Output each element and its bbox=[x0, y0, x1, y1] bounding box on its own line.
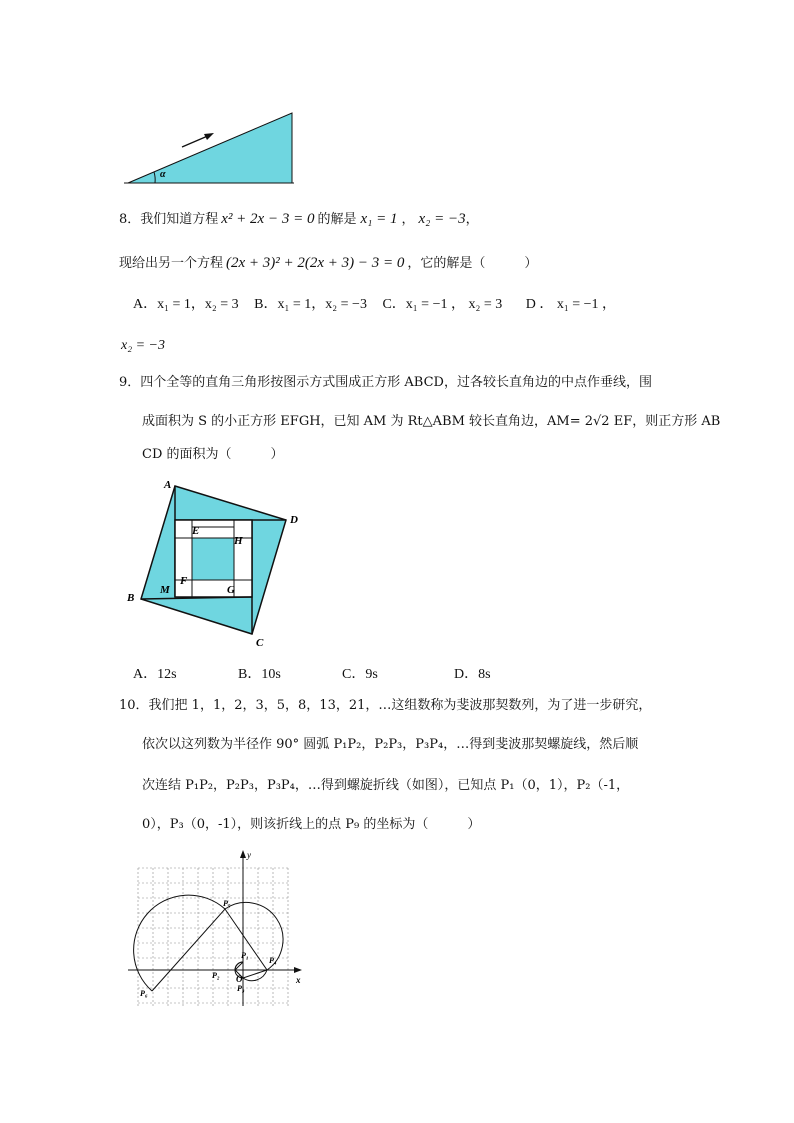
p4-label: P₄ bbox=[269, 956, 277, 965]
p1-label: P₁ bbox=[241, 951, 249, 960]
q8-option-d-cont: x₂ = −3 bbox=[121, 338, 165, 353]
label-e: E bbox=[192, 525, 200, 537]
square-abcd-figure bbox=[120, 472, 310, 657]
p2-label: P₂ bbox=[212, 971, 220, 980]
q10-line4: 0），P₃（0，-1），则该折线上的点 P₉ 的坐标为（ ） bbox=[142, 817, 481, 832]
q10-line1: 10．我们把 1，1，2，3，5，8，13，21，…这组数称为斐波那契数列，为了进一步研究， bbox=[119, 698, 652, 713]
q8-option-d[interactable]: D ． x₁ = −1 ， bbox=[525, 297, 617, 312]
label-m: M bbox=[160, 584, 170, 596]
p5-label: P₅ bbox=[223, 899, 231, 908]
spiral-polyline bbox=[152, 909, 267, 991]
q9-line3: CD 的面积为（ ） bbox=[142, 447, 284, 462]
label-c: C bbox=[256, 637, 264, 649]
label-d: D bbox=[290, 514, 298, 526]
label-g: G bbox=[227, 584, 235, 596]
q9-option-b[interactable]: B．10s bbox=[238, 667, 281, 682]
y-axis-arrow-icon bbox=[240, 850, 246, 858]
incline-triangle bbox=[128, 113, 292, 183]
p3-label: P₃ bbox=[237, 984, 245, 993]
q8-line2: 现给出另一个方程 (2x + 3)² + 2(2x + 3) − 3 = 0 ，它的解是（ ） bbox=[119, 255, 538, 271]
q10-line2: 依次以这列数为半径作 90° 圆弧 P₁P₂，P₂P₃，P₃P₄，…得到斐波那契螺旋线，然后顺 bbox=[142, 737, 639, 752]
q9-option-c[interactable]: C．9s bbox=[342, 667, 378, 682]
p6-label: P₆ bbox=[140, 989, 148, 998]
q9-option-a[interactable]: A．12s bbox=[133, 667, 177, 682]
q8-option-c[interactable]: C．x₁ = −1 ， x₂ = 3 bbox=[382, 297, 503, 312]
q8-option-b[interactable]: B．x₁ = 1，x₂ = −3 bbox=[254, 297, 367, 312]
q10-line3: 次连结 P₁P₂，P₂P₃，P₃P₄，…得到螺旋折线（如图），已知点 P₁（0，1），P₂（-1， bbox=[142, 778, 630, 793]
label-a: A bbox=[164, 479, 172, 491]
label-b: B bbox=[127, 592, 135, 604]
fibonacci-spiral-graph bbox=[122, 848, 312, 1013]
angle-label: α bbox=[160, 169, 166, 180]
q9-option-d[interactable]: D．8s bbox=[454, 667, 491, 682]
direction-arrow-icon bbox=[182, 133, 214, 147]
q9-line1: 9．四个全等的直角三角形按图示方式围成正方形 ABCD，过各较长直角边的中点作垂线，围 bbox=[119, 375, 652, 390]
x-axis-label: x bbox=[296, 975, 301, 985]
y-axis-label: y bbox=[247, 850, 251, 860]
q9-options bbox=[133, 666, 491, 684]
grid bbox=[138, 868, 288, 1006]
q8-options bbox=[133, 296, 616, 314]
origin-label: O bbox=[236, 974, 243, 984]
spiral-arcs bbox=[134, 895, 283, 991]
incline-figure bbox=[120, 105, 300, 190]
x-axis-arrow-icon bbox=[294, 967, 302, 973]
label-f: F bbox=[180, 575, 188, 587]
label-h: H bbox=[234, 535, 243, 547]
q8-option-a[interactable]: A．x₁ = 1，x₂ = 3 bbox=[133, 297, 239, 312]
q9-line2: 成面积为 S 的小正方形 EFGH，已知 AM 为 Rt△ABM 较长直角边，AM= 2√2 EF，则正方形 AB bbox=[142, 414, 721, 429]
q8-line1: 8．我们知道方程 x² + 2x − 3 = 0 的解是 x₁ = 1 ， x₂ = −3， bbox=[119, 211, 479, 227]
square-efgh bbox=[192, 538, 234, 580]
